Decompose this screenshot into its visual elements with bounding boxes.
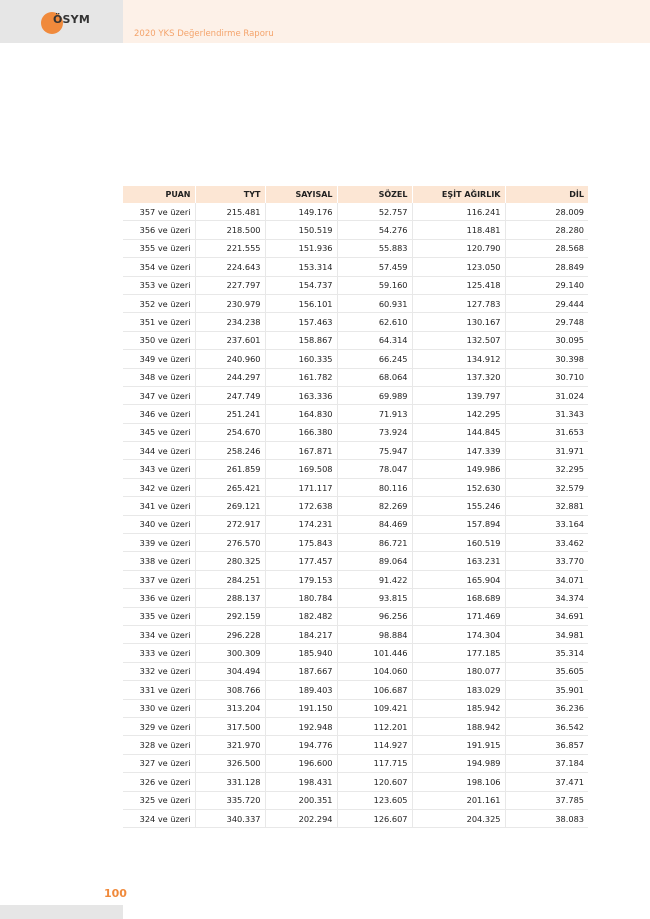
cell-puan: 334 ve üzeri <box>123 625 195 643</box>
cell-esit-agirlik: 116.241 <box>412 203 505 221</box>
cell-sayisal: 150.519 <box>265 221 337 239</box>
cell-sozel: 75.947 <box>337 442 412 460</box>
cell-sozel: 59.160 <box>337 276 412 294</box>
cell-sayisal: 167.871 <box>265 442 337 460</box>
table-row <box>123 809 588 827</box>
cell-sayisal: 166.380 <box>265 423 337 441</box>
cell-dil: 28.849 <box>505 258 588 276</box>
table-row <box>123 368 588 386</box>
cell-esit-agirlik: 165.904 <box>412 570 505 588</box>
cell-sozel: 101.446 <box>337 644 412 662</box>
cell-tyt: 247.749 <box>195 386 265 404</box>
cell-esit-agirlik: 125.418 <box>412 276 505 294</box>
score-table <box>123 186 588 828</box>
table-row <box>123 331 588 349</box>
cell-tyt: 326.500 <box>195 754 265 772</box>
cell-sozel: 104.060 <box>337 662 412 680</box>
cell-sozel: 66.245 <box>337 350 412 368</box>
cell-sozel: 120.607 <box>337 773 412 791</box>
cell-tyt: 288.137 <box>195 589 265 607</box>
cell-dil: 32.579 <box>505 478 588 496</box>
table-row <box>123 625 588 643</box>
cell-tyt: 280.325 <box>195 552 265 570</box>
cell-sayisal: 182.482 <box>265 607 337 625</box>
cell-dil: 31.343 <box>505 405 588 423</box>
cell-sayisal: 189.403 <box>265 681 337 699</box>
cell-sozel: 60.931 <box>337 294 412 312</box>
cell-sayisal: 172.638 <box>265 497 337 515</box>
cell-sozel: 68.064 <box>337 368 412 386</box>
table-row <box>123 570 588 588</box>
cell-esit-agirlik: 130.167 <box>412 313 505 331</box>
cell-sozel: 73.924 <box>337 423 412 441</box>
cell-puan: 357 ve üzeri <box>123 203 195 221</box>
cell-esit-agirlik: 160.519 <box>412 534 505 552</box>
cell-dil: 38.083 <box>505 809 588 827</box>
table-row <box>123 717 588 735</box>
cell-sayisal: 169.508 <box>265 460 337 478</box>
cell-tyt: 269.121 <box>195 497 265 515</box>
cell-tyt: 218.500 <box>195 221 265 239</box>
cell-sozel: 98.884 <box>337 625 412 643</box>
cell-sayisal: 192.948 <box>265 717 337 735</box>
cell-esit-agirlik: 171.469 <box>412 607 505 625</box>
cell-dil: 34.691 <box>505 607 588 625</box>
cell-esit-agirlik: 180.077 <box>412 662 505 680</box>
cell-esit-agirlik: 132.507 <box>412 331 505 349</box>
cell-sayisal: 164.830 <box>265 405 337 423</box>
cell-esit-agirlik: 188.942 <box>412 717 505 735</box>
cell-dil: 30.398 <box>505 350 588 368</box>
cell-sozel: 86.721 <box>337 534 412 552</box>
cell-puan: 324 ve üzeri <box>123 809 195 827</box>
table-row <box>123 662 588 680</box>
cell-tyt: 240.960 <box>195 350 265 368</box>
table-row <box>123 515 588 533</box>
cell-dil: 33.462 <box>505 534 588 552</box>
cell-sayisal: 202.294 <box>265 809 337 827</box>
cell-dil: 34.981 <box>505 625 588 643</box>
table-row <box>123 607 588 625</box>
cell-esit-agirlik: 185.942 <box>412 699 505 717</box>
cell-sayisal: 160.335 <box>265 350 337 368</box>
cell-dil: 33.770 <box>505 552 588 570</box>
table-row <box>123 699 588 717</box>
cell-sozel: 71.913 <box>337 405 412 423</box>
cell-tyt: 335.720 <box>195 791 265 809</box>
cell-tyt: 265.421 <box>195 478 265 496</box>
cell-tyt: 340.337 <box>195 809 265 827</box>
cell-dil: 30.710 <box>505 368 588 386</box>
cell-sayisal: 180.784 <box>265 589 337 607</box>
cell-puan: 354 ve üzeri <box>123 258 195 276</box>
cell-tyt: 237.601 <box>195 331 265 349</box>
table-row <box>123 460 588 478</box>
cell-dil: 37.184 <box>505 754 588 772</box>
cell-tyt: 304.494 <box>195 662 265 680</box>
cell-sozel: 114.927 <box>337 736 412 754</box>
page-number: 100 <box>104 887 127 900</box>
cell-tyt: 261.859 <box>195 460 265 478</box>
cell-sayisal: 177.457 <box>265 552 337 570</box>
cell-tyt: 227.797 <box>195 276 265 294</box>
table-row <box>123 423 588 441</box>
cell-sozel: 84.469 <box>337 515 412 533</box>
cell-sayisal: 175.843 <box>265 534 337 552</box>
cell-sozel: 62.610 <box>337 313 412 331</box>
cell-sayisal: 154.737 <box>265 276 337 294</box>
cell-dil: 36.542 <box>505 717 588 735</box>
column-header-tyt: TYT <box>195 186 265 203</box>
cell-sayisal: 157.463 <box>265 313 337 331</box>
cell-esit-agirlik: 201.161 <box>412 791 505 809</box>
cell-tyt: 331.128 <box>195 773 265 791</box>
table-row <box>123 221 588 239</box>
cell-dil: 29.140 <box>505 276 588 294</box>
column-header-esit-agirlik: EŞİT AĞIRLIK <box>412 186 505 203</box>
cell-esit-agirlik: 177.185 <box>412 644 505 662</box>
cell-puan: 353 ve üzeri <box>123 276 195 294</box>
cell-dil: 31.971 <box>505 442 588 460</box>
cell-esit-agirlik: 142.295 <box>412 405 505 423</box>
cell-tyt: 230.979 <box>195 294 265 312</box>
cell-sayisal: 161.782 <box>265 368 337 386</box>
cell-puan: 346 ve üzeri <box>123 405 195 423</box>
cell-puan: 341 ve üzeri <box>123 497 195 515</box>
cell-tyt: 300.309 <box>195 644 265 662</box>
table-row <box>123 773 588 791</box>
cell-sayisal: 151.936 <box>265 239 337 257</box>
cell-esit-agirlik: 198.106 <box>412 773 505 791</box>
cell-esit-agirlik: 144.845 <box>412 423 505 441</box>
cell-dil: 28.568 <box>505 239 588 257</box>
cell-dil: 31.024 <box>505 386 588 404</box>
cell-puan: 349 ve üzeri <box>123 350 195 368</box>
cell-sozel: 123.605 <box>337 791 412 809</box>
cell-sayisal: 171.117 <box>265 478 337 496</box>
footer-gray-band <box>0 905 123 919</box>
cell-puan: 342 ve üzeri <box>123 478 195 496</box>
table-row <box>123 681 588 699</box>
cell-sayisal: 174.231 <box>265 515 337 533</box>
table-row <box>123 644 588 662</box>
cell-dil: 31.653 <box>505 423 588 441</box>
cell-puan: 325 ve üzeri <box>123 791 195 809</box>
cell-dil: 29.444 <box>505 294 588 312</box>
cell-dil: 35.605 <box>505 662 588 680</box>
cell-tyt: 296.228 <box>195 625 265 643</box>
cell-tyt: 272.917 <box>195 515 265 533</box>
cell-esit-agirlik: 134.912 <box>412 350 505 368</box>
cell-sozel: 96.256 <box>337 607 412 625</box>
table-row <box>123 736 588 754</box>
cell-sayisal: 187.667 <box>265 662 337 680</box>
table-row <box>123 386 588 404</box>
column-header-sozel: SÖZEL <box>337 186 412 203</box>
cell-puan: 340 ve üzeri <box>123 515 195 533</box>
cell-dil: 32.295 <box>505 460 588 478</box>
table-header-row <box>123 186 588 203</box>
cell-dil: 36.857 <box>505 736 588 754</box>
cell-puan: 330 ve üzeri <box>123 699 195 717</box>
cell-tyt: 308.766 <box>195 681 265 699</box>
cell-esit-agirlik: 123.050 <box>412 258 505 276</box>
cell-sozel: 82.269 <box>337 497 412 515</box>
cell-esit-agirlik: 204.325 <box>412 809 505 827</box>
table-row <box>123 239 588 257</box>
cell-dil: 34.374 <box>505 589 588 607</box>
cell-dil: 28.009 <box>505 203 588 221</box>
cell-puan: 352 ve üzeri <box>123 294 195 312</box>
cell-puan: 336 ve üzeri <box>123 589 195 607</box>
table-row <box>123 405 588 423</box>
table-row <box>123 350 588 368</box>
cell-dil: 33.164 <box>505 515 588 533</box>
cell-sozel: 89.064 <box>337 552 412 570</box>
table-body <box>123 203 588 828</box>
cell-esit-agirlik: 157.894 <box>412 515 505 533</box>
cell-dil: 36.236 <box>505 699 588 717</box>
cell-tyt: 276.570 <box>195 534 265 552</box>
cell-tyt: 254.670 <box>195 423 265 441</box>
cell-esit-agirlik: 149.986 <box>412 460 505 478</box>
cell-puan: 348 ve üzeri <box>123 368 195 386</box>
cell-dil: 35.901 <box>505 681 588 699</box>
cell-puan: 332 ve üzeri <box>123 662 195 680</box>
cell-tyt: 244.297 <box>195 368 265 386</box>
cell-puan: 327 ve üzeri <box>123 754 195 772</box>
cell-esit-agirlik: 191.915 <box>412 736 505 754</box>
cell-puan: 335 ve üzeri <box>123 607 195 625</box>
cell-sozel: 126.607 <box>337 809 412 827</box>
cell-dil: 35.314 <box>505 644 588 662</box>
cell-tyt: 258.246 <box>195 442 265 460</box>
cell-sayisal: 156.101 <box>265 294 337 312</box>
cell-dil: 37.471 <box>505 773 588 791</box>
cell-esit-agirlik: 120.790 <box>412 239 505 257</box>
cell-dil: 29.748 <box>505 313 588 331</box>
cell-puan: 337 ve üzeri <box>123 570 195 588</box>
cell-puan: 339 ve üzeri <box>123 534 195 552</box>
cell-esit-agirlik: 147.339 <box>412 442 505 460</box>
table-row <box>123 552 588 570</box>
cell-esit-agirlik: 139.797 <box>412 386 505 404</box>
cell-esit-agirlik: 127.783 <box>412 294 505 312</box>
cell-esit-agirlik: 137.320 <box>412 368 505 386</box>
cell-puan: 328 ve üzeri <box>123 736 195 754</box>
cell-dil: 28.280 <box>505 221 588 239</box>
cell-sayisal: 149.176 <box>265 203 337 221</box>
cell-tyt: 317.500 <box>195 717 265 735</box>
cell-tyt: 234.238 <box>195 313 265 331</box>
cell-sozel: 55.883 <box>337 239 412 257</box>
cell-sozel: 57.459 <box>337 258 412 276</box>
cell-tyt: 292.159 <box>195 607 265 625</box>
cell-puan: 351 ve üzeri <box>123 313 195 331</box>
cell-sozel: 54.276 <box>337 221 412 239</box>
report-title: 2020 YKS Değerlendirme Raporu <box>134 29 274 39</box>
cell-puan: 333 ve üzeri <box>123 644 195 662</box>
cell-esit-agirlik: 183.029 <box>412 681 505 699</box>
cell-sozel: 52.757 <box>337 203 412 221</box>
table-row <box>123 754 588 772</box>
column-header-sayisal: SAYISAL <box>265 186 337 203</box>
cell-sayisal: 200.351 <box>265 791 337 809</box>
table-row <box>123 791 588 809</box>
cell-esit-agirlik: 152.630 <box>412 478 505 496</box>
cell-sozel: 117.715 <box>337 754 412 772</box>
cell-tyt: 284.251 <box>195 570 265 588</box>
cell-sozel: 112.201 <box>337 717 412 735</box>
cell-puan: 344 ve üzeri <box>123 442 195 460</box>
cell-puan: 326 ve üzeri <box>123 773 195 791</box>
logo-text: ÖSYM <box>53 13 90 26</box>
cell-sayisal: 194.776 <box>265 736 337 754</box>
cell-puan: 350 ve üzeri <box>123 331 195 349</box>
column-header-dil: DİL <box>505 186 588 203</box>
column-header-puan: PUAN <box>123 186 195 203</box>
cell-puan: 343 ve üzeri <box>123 460 195 478</box>
cell-sayisal: 191.150 <box>265 699 337 717</box>
table-row <box>123 313 588 331</box>
cell-puan: 345 ve üzeri <box>123 423 195 441</box>
cell-dil: 30.095 <box>505 331 588 349</box>
cell-sayisal: 158.867 <box>265 331 337 349</box>
table-row <box>123 442 588 460</box>
cell-tyt: 321.970 <box>195 736 265 754</box>
cell-esit-agirlik: 118.481 <box>412 221 505 239</box>
cell-esit-agirlik: 163.231 <box>412 552 505 570</box>
cell-sozel: 93.815 <box>337 589 412 607</box>
cell-sozel: 78.047 <box>337 460 412 478</box>
cell-sayisal: 153.314 <box>265 258 337 276</box>
cell-tyt: 251.241 <box>195 405 265 423</box>
cell-puan: 329 ve üzeri <box>123 717 195 735</box>
cell-puan: 331 ve üzeri <box>123 681 195 699</box>
cell-puan: 355 ve üzeri <box>123 239 195 257</box>
table-row <box>123 258 588 276</box>
cell-sozel: 80.116 <box>337 478 412 496</box>
cell-sayisal: 163.336 <box>265 386 337 404</box>
cell-sayisal: 196.600 <box>265 754 337 772</box>
cell-sayisal: 198.431 <box>265 773 337 791</box>
cell-esit-agirlik: 174.304 <box>412 625 505 643</box>
cell-tyt: 224.643 <box>195 258 265 276</box>
cell-sayisal: 185.940 <box>265 644 337 662</box>
cell-sayisal: 184.217 <box>265 625 337 643</box>
cell-esit-agirlik: 155.246 <box>412 497 505 515</box>
table-row <box>123 203 588 221</box>
cell-tyt: 313.204 <box>195 699 265 717</box>
cell-tyt: 221.555 <box>195 239 265 257</box>
cell-dil: 34.071 <box>505 570 588 588</box>
table-row <box>123 294 588 312</box>
table-row <box>123 276 588 294</box>
cell-puan: 338 ve üzeri <box>123 552 195 570</box>
cell-sozel: 106.687 <box>337 681 412 699</box>
cell-tyt: 215.481 <box>195 203 265 221</box>
cell-sozel: 69.989 <box>337 386 412 404</box>
cell-sozel: 91.422 <box>337 570 412 588</box>
table-row <box>123 534 588 552</box>
cell-puan: 347 ve üzeri <box>123 386 195 404</box>
cell-dil: 37.785 <box>505 791 588 809</box>
table-row <box>123 589 588 607</box>
cell-esit-agirlik: 168.689 <box>412 589 505 607</box>
cell-esit-agirlik: 194.989 <box>412 754 505 772</box>
table-row <box>123 478 588 496</box>
cell-dil: 32.881 <box>505 497 588 515</box>
cell-sayisal: 179.153 <box>265 570 337 588</box>
table-row <box>123 497 588 515</box>
cell-sozel: 109.421 <box>337 699 412 717</box>
cell-puan: 356 ve üzeri <box>123 221 195 239</box>
cell-sozel: 64.314 <box>337 331 412 349</box>
